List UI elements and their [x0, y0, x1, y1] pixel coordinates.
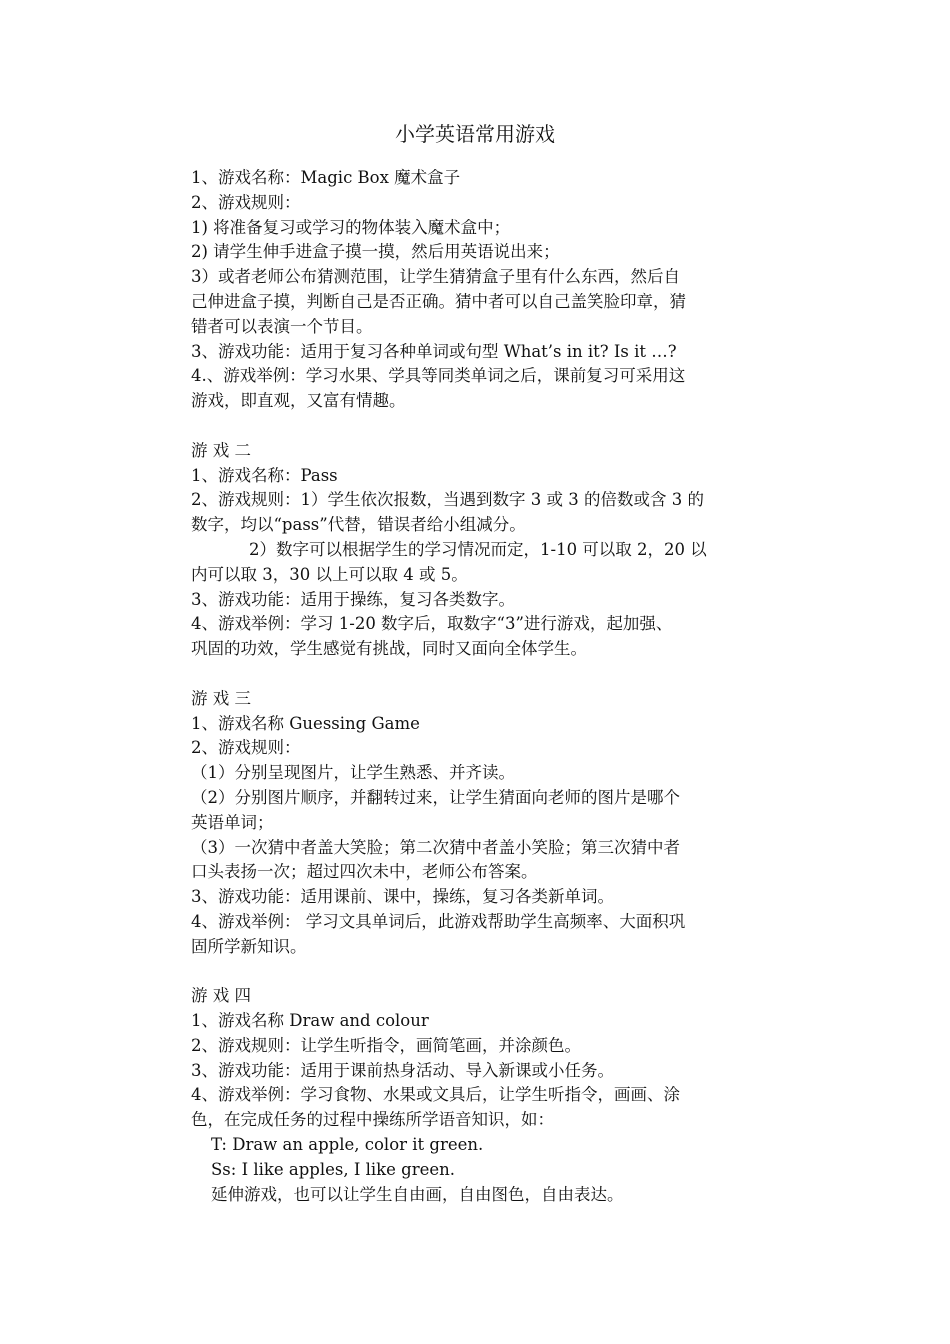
game3-rule-2-line-1: （2）分别图片顺序，并翻转过来，让学生猜面向老师的图片是哪个 — [191, 787, 680, 807]
game1-example-line-2: 游戏，即直观，又富有情趣。 — [191, 391, 406, 411]
game2-rule-1-line-2: 数字，均以“pass”代替，错误者给小组减分。 — [191, 515, 526, 535]
game3-rule-3-line-2: 口头表扬一次；超过四次未中，老师公布答案。 — [191, 862, 538, 882]
game1-rules-heading: 2、游戏规则： — [191, 192, 301, 212]
section-gap — [191, 960, 761, 985]
section-gap — [191, 662, 761, 687]
game1-rule-3-line-3: 错者可以表演一个节目。 — [191, 316, 373, 336]
game4-dialog-students: Ss: I like apples, I like green. — [211, 1159, 456, 1179]
game3-rule-3-line-1: （3）一次猜中者盖大笑脸；第二次猜中者盖小笑脸；第三次猜中者 — [191, 837, 680, 857]
game1-rule-3-line-1: 3）或者老师公布猜测范围，让学生猜猜盒子里有什么东西，然后自 — [191, 267, 680, 287]
game3-example-line-2: 固所学新知识。 — [191, 936, 307, 956]
game4-example-line-2: 色，在完成任务的过程中操练所学语音知识，如： — [191, 1110, 554, 1130]
game2-rule-2-line-1: 2）数字可以根据学生的学习情况而定，1-10 可以取 2，20 以 — [249, 539, 707, 559]
game3-function: 3、游戏功能：适用课前、课中，操练，复习各类新单词。 — [191, 887, 614, 907]
game2-rule-2-line-2: 内可以取 3，30 以上可以取 4 或 5。 — [191, 564, 468, 584]
document-body — [191, 166, 761, 1207]
game1-example-line-1: 4.、游戏举例：学习水果、学具等同类单词之后，课前复习可采用这 — [191, 366, 686, 386]
game3-name: 1、游戏名称 Guessing Game — [191, 713, 420, 733]
game3-example-line-1: 4、游戏举例： 学习文具单词后，此游戏帮助学生高频率、大面积巩 — [191, 911, 686, 931]
game1-rule-1: 1) 将准备复习或学习的物体装入魔术盒中； — [191, 217, 511, 237]
game2-function: 3、游戏功能：适用于操练，复习各类数字。 — [191, 589, 515, 609]
game3-heading: 游 戏 三 — [191, 688, 251, 708]
game4-function: 3、游戏功能：适用于课前热身活动、导入新课或小任务。 — [191, 1060, 614, 1080]
game2-name: 1、游戏名称：Pass — [191, 465, 338, 485]
game4-extension: 延伸游戏，也可以让学生自由画，自由图色，自由表达。 — [211, 1184, 624, 1204]
game4-rules: 2、游戏规则：让学生听指令，画简笔画，并涂颜色。 — [191, 1035, 581, 1055]
section-gap — [191, 414, 761, 439]
page-title: 小学英语常用游戏 — [395, 122, 555, 146]
game3-rule-1: （1）分别呈现图片，让学生熟悉、并齐读。 — [191, 763, 515, 783]
game4-dialog-teacher: T: Draw an apple, color it green. — [211, 1135, 484, 1155]
game1-rule-3-line-2: 己伸进盒子摸，判断自己是否正确。猜中者可以自己盖笑脸印章，猜 — [191, 291, 686, 311]
game4-example-line-1: 4、游戏举例：学习食物、水果或文具后，让学生听指令，画画、涂 — [191, 1085, 680, 1105]
game2-rule-1-line-1: 2、游戏规则：1）学生依次报数，当遇到数字 3 或 3 的倍数或含 3 的 — [191, 490, 704, 510]
game3-rule-2-line-2: 英语单词； — [191, 812, 274, 832]
game1-name: 1、游戏名称：Magic Box 魔术盒子 — [191, 168, 461, 187]
game2-example-line-2: 巩固的功效，学生感觉有挑战，同时又面向全体学生。 — [191, 639, 587, 659]
game4-heading: 游 戏 四 — [191, 986, 251, 1006]
game4-name: 1、游戏名称 Draw and colour — [191, 1011, 429, 1031]
game1-rule-2: 2) 请学生伸手进盒子摸一摸，然后用英语说出来； — [191, 242, 560, 262]
game1-function: 3、游戏功能：适用于复习各种单词或句型 What’s in it? Is it …? — [191, 341, 677, 361]
game2-example-line-1: 4、游戏举例：学习 1-20 数字后，取数字“3”进行游戏，起加强、 — [191, 614, 673, 634]
game3-rules-heading: 2、游戏规则： — [191, 738, 301, 758]
game2-heading: 游 戏 二 — [191, 440, 251, 460]
